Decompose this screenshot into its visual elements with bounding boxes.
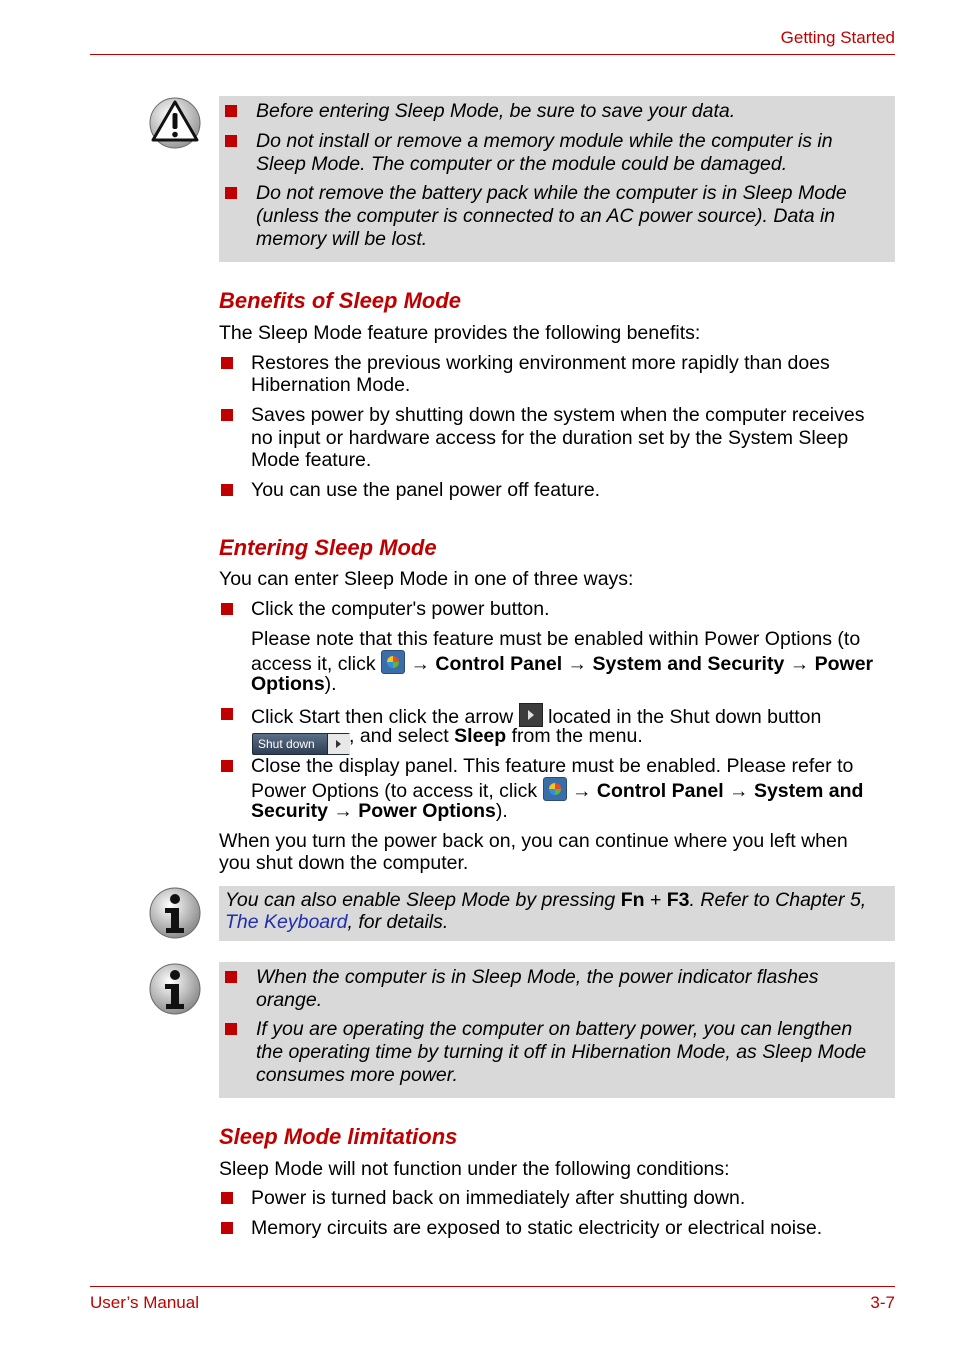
benefit-2-line-3: Mode feature.: [251, 449, 372, 471]
footer-manual-title: User’s Manual: [90, 1293, 199, 1312]
entering-item-3-line-2: [251, 777, 863, 803]
entering-intro: You can enter Sleep Mode in one of three ways:: [219, 568, 634, 590]
footer-rule: [90, 1286, 895, 1287]
bullet: [221, 409, 233, 421]
caution-item-2-line-2: Sleep Mode. The computer or the module could be damaged.: [256, 153, 788, 175]
item-2-line-2-post: from the menu.: [511, 725, 643, 747]
info-2-item-2-line-1: If you are operating the computer on battery power, you can lengthen: [256, 1018, 853, 1040]
limitation-1: Power is turned back on immediately after shutting down.: [251, 1187, 746, 1209]
note-line-2-text: access it, click: [251, 653, 376, 675]
entering-item-3-line-1: Close the display panel. This feature must be enabled. Please refer to: [251, 755, 854, 777]
item-2-sleep: Sleep: [454, 725, 507, 747]
info-icon: [148, 886, 202, 946]
entering-item-3-line-3: [251, 800, 508, 823]
info-2-item-1-line-1: When the computer is in Sleep Mode, the power indicator flashes: [256, 966, 819, 988]
arrow-button-icon[interactable]: [519, 703, 543, 727]
benefit-1-line-1: Restores the previous working environment more rapidly than does: [251, 352, 830, 374]
keyboard-chapter-link[interactable]: The Keyboard: [225, 911, 348, 933]
bullet: [225, 971, 237, 983]
key-f3: F3: [666, 889, 690, 911]
benefit-1-line-2: Hibernation Mode.: [251, 374, 411, 396]
entering-outro-line-2: you shut down the computer.: [219, 852, 469, 874]
info-1-line-2: [225, 911, 448, 934]
benefits-intro: The Sleep Mode feature provides the following benefits:: [219, 322, 701, 344]
key-plus: +: [649, 889, 662, 911]
info-1-text-pre: You can also enable Sleep Mode by pressing: [225, 889, 616, 911]
note-line-3-path: Options: [251, 673, 325, 695]
info-2-item-2-line-3: consumes more power.: [256, 1064, 458, 1086]
info-1-line-1: [225, 889, 866, 912]
bullet: [221, 760, 233, 772]
item-3-line-2-path: → Control Panel → System and: [571, 780, 864, 802]
caution-item-2-line-1: Do not install or remove a memory module while the computer is in: [256, 130, 833, 152]
bullet: [221, 1192, 233, 1204]
entering-note-line-3: [251, 673, 337, 696]
limitations-intro: Sleep Mode will not function under the following conditions:: [219, 1158, 730, 1180]
info-1-text-post: . Refer to Chapter 5,: [689, 889, 867, 911]
info-2-item-2-line-2: the operating time by turning it off in Hibernation Mode, as Sleep Mode: [256, 1041, 867, 1063]
note-line-2-path: → Control Panel → System and Security → Power: [410, 653, 874, 675]
item-3-line-3-path: Security → Power Options: [251, 800, 496, 822]
windows-start-icon[interactable]: [543, 777, 567, 801]
heading-entering: Entering Sleep Mode: [219, 535, 437, 560]
entering-item-1: Click the computer's power button.: [251, 598, 550, 620]
caution-item-1: Before entering Sleep Mode, be sure to save your data.: [256, 100, 736, 122]
item-2-text-post: located in the Shut down button: [548, 706, 822, 728]
shut-down-label: Shut down: [258, 737, 315, 751]
running-header: Getting Started: [780, 28, 895, 47]
bullet: [225, 187, 237, 199]
bullet: [225, 1023, 237, 1035]
benefit-2-line-2: no input or hardware access for the duration set by the System Sleep: [251, 427, 849, 449]
benefit-2-line-1: Saves power by shutting down the system when the computer receives: [251, 404, 865, 426]
bullet: [221, 1222, 233, 1234]
shut-down-arrow-icon[interactable]: [327, 734, 350, 754]
item-2-line-2-pre: , and select: [349, 725, 449, 747]
heading-benefits: Benefits of Sleep Mode: [219, 288, 462, 313]
bullet: [221, 708, 233, 720]
item-3-line-3-close: ).: [495, 800, 508, 822]
caution-item-3-line-3: memory will be lost.: [256, 228, 428, 250]
header-rule: [90, 54, 895, 55]
heading-limitations: Sleep Mode limitations: [219, 1124, 458, 1149]
benefit-3: You can use the panel power off feature.: [251, 479, 601, 501]
limitation-2: Memory circuits are exposed to static electricity or electrical noise.: [251, 1217, 823, 1239]
bullet: [225, 105, 237, 117]
warning-triangle-icon: [148, 96, 202, 156]
bullet: [221, 484, 233, 496]
entering-item-2-line-2: [349, 725, 643, 748]
info-icon: [148, 962, 202, 1022]
key-fn: Fn: [620, 889, 645, 911]
note-line-3-close: ).: [324, 673, 337, 695]
bullet: [221, 357, 233, 369]
windows-start-icon[interactable]: [381, 650, 405, 674]
entering-note-line-1: Please note that this feature must be enabled within Power Options (to: [251, 628, 861, 650]
bullet: [221, 603, 233, 615]
info-1-line-2-post: , for details.: [347, 911, 449, 933]
entering-note-line-2: [251, 650, 873, 676]
caution-item-3-line-2: (unless the computer is connected to an AC power source). Data in: [256, 205, 836, 227]
page-number: 3-7: [870, 1293, 895, 1312]
entering-outro-line-1: When you turn the power back on, you can continue where you left when: [219, 830, 848, 852]
info-2-item-1-line-2: orange.: [256, 989, 323, 1011]
shut-down-button[interactable]: [252, 733, 350, 755]
caution-item-3-line-1: Do not remove the battery pack while the computer is in Sleep Mode: [256, 182, 847, 204]
bullet: [225, 135, 237, 147]
item-2-text-pre: Click Start then click the arrow: [251, 706, 514, 728]
item-3-line-2-pre: Power Options (to access it, click: [251, 780, 538, 802]
